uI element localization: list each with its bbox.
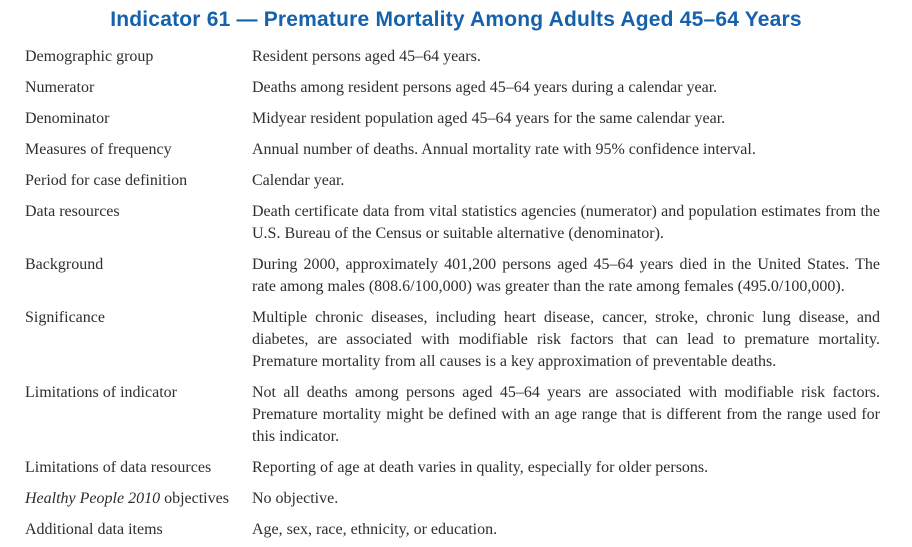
row-label: Denominator xyxy=(25,110,110,127)
row-label: Background xyxy=(25,256,104,273)
row-label: Numerator xyxy=(25,79,95,96)
row-label-italic-part: Healthy People 2010 xyxy=(25,490,161,507)
row-value: Death certificate data from vital statistics agencies (numerator) and population estimates from the U.S. Bureau of the Census or suitable alternative (denominator). xyxy=(252,203,880,242)
table-row xyxy=(25,488,880,510)
table-row xyxy=(25,139,880,161)
row-value: During 2000, approximately 401,200 persons aged 45–64 years died in the United States. The rate among males (808.6/100,000) was greater than the rate among females (495.0/100,000). xyxy=(252,256,880,295)
row-value: Annual number of deaths. Annual mortality rate with 95% confidence interval. xyxy=(252,141,756,158)
row-label: Limitations of data resources xyxy=(25,459,212,476)
row-label: Data resources xyxy=(25,203,120,220)
table-row xyxy=(25,170,880,192)
row-value: Resident persons aged 45–64 years. xyxy=(252,48,481,65)
table-row xyxy=(25,201,880,245)
page-title: Indicator 61 — Premature Mortality Among Adults Aged 45–64 Years xyxy=(110,8,802,31)
table-row xyxy=(25,382,880,448)
row-value: Deaths among resident persons aged 45–64 years during a calendar year. xyxy=(252,79,718,96)
table-row xyxy=(25,254,880,298)
row-value: Midyear resident population aged 45–64 years for the same calendar year. xyxy=(252,110,726,127)
indicator-definition-table xyxy=(0,46,912,541)
table-row xyxy=(25,108,880,130)
table-row xyxy=(25,77,880,99)
row-label: Measures of frequency xyxy=(25,141,172,158)
row-label: Significance xyxy=(25,309,105,326)
row-label: Demographic group xyxy=(25,48,154,65)
row-value: Not all deaths among persons aged 45–64 years are associated with modifiable risk factors. Premature mortality might be defined with an age range that is different from the range used for this indicator. xyxy=(252,384,880,445)
table-row xyxy=(25,307,880,373)
row-value: No objective. xyxy=(252,490,339,507)
table-row xyxy=(25,519,880,541)
row-value: Calendar year. xyxy=(252,172,345,189)
table-row xyxy=(25,457,880,479)
row-label: Limitations of indicator xyxy=(25,384,177,401)
row-value: Reporting of age at death varies in quality, especially for older persons. xyxy=(252,459,709,476)
row-label: Additional data items xyxy=(25,521,163,538)
table-row xyxy=(25,46,880,68)
row-value: Multiple chronic diseases, including heart disease, cancer, stroke, chronic lung disease, and diabetes, are associated with modifiable risk factors that can lead to premature mortality. Premature mortality from all causes is a key approximation of preventable deaths. xyxy=(252,309,880,370)
row-label: Healthy People 2010 objectives xyxy=(25,490,229,507)
row-label: Period for case definition xyxy=(25,172,188,189)
row-value: Age, sex, race, ethnicity, or education. xyxy=(252,521,498,538)
